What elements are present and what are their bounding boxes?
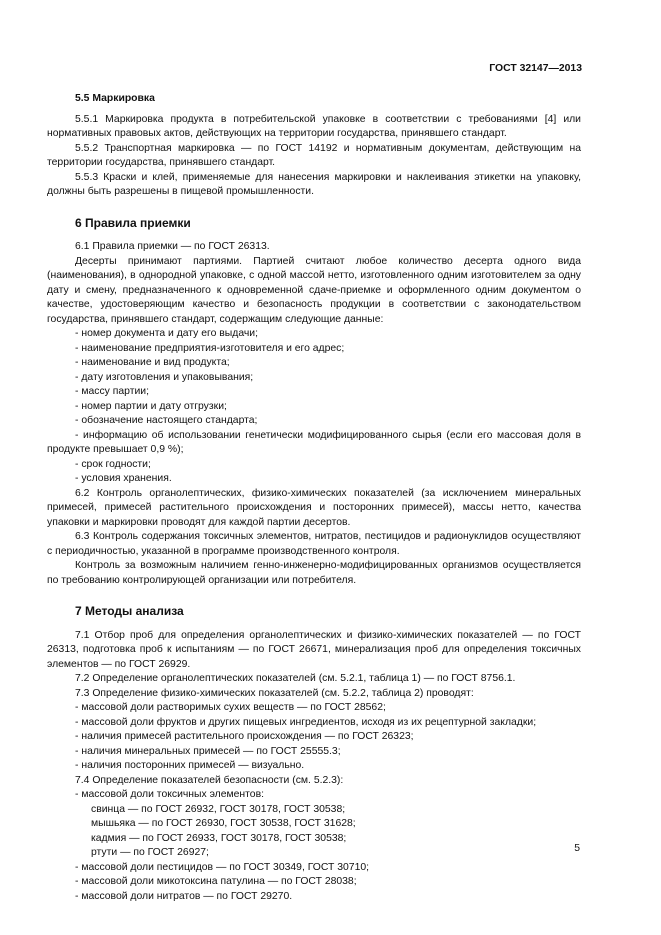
paragraph-5-5-2: 5.5.2 Транспортная маркировка — по ГОСТ 14192 и нормативным документам, действующим на территории государства, принявшего стандарт. xyxy=(47,142,581,168)
list-item: - срок годности; xyxy=(75,458,151,470)
list-item: - дату изготовления и упаковывания; xyxy=(75,371,254,383)
list-item: - массовой доли нитратов — по ГОСТ 29270. xyxy=(75,890,293,902)
sub-list-item: кадмия — по ГОСТ 26933, ГОСТ 30178, ГОСТ 30538; xyxy=(91,832,347,844)
paragraph-7-1: 7.1 Отбор проб для определения органолептических и физико-химических показателей — по ГОСТ 26313, подготовка проб к испытаниям — по ГОСТ 26671, минерализация проб для определения токсичных элементов — по ГОСТ 26929. xyxy=(47,629,581,670)
list-item: - информацию об использовании генетически модифицированного сырья (если его массовая доля в продукте превышает 0,9 %); xyxy=(47,429,581,455)
list-item: - обозначение настоящего стандарта; xyxy=(75,415,258,426)
list-item: - наличия посторонних примесей — визуально. xyxy=(75,760,305,771)
section-6-title: 6 Правила приемки xyxy=(75,215,191,230)
list-item: - массовой доли микотоксина патулина — по ГОСТ 28038; xyxy=(75,876,357,887)
paragraph-5-5-3: 5.5.3 Краски и клей, применяемые для нанесения маркировки и наклеивания этикетки на упаковку, должны быть разрешены в пищевой промышленности. xyxy=(47,171,581,197)
page-number: 5 xyxy=(574,843,580,854)
list-item: - наименование предприятия-изготовителя и его адрес; xyxy=(75,342,345,354)
section-5-5-title: 5.5 Маркировка xyxy=(75,93,155,104)
list-item: - номер документа и дату его выдачи; xyxy=(75,328,258,339)
list-item: - массу партии; xyxy=(75,386,149,397)
list-item: - массовой доли пестицидов — по ГОСТ 30349, ГОСТ 30710; xyxy=(75,861,370,873)
list-item: - массовой доли фруктов и других пищевых ингредиентов, исходя из их рецептурной закладки; xyxy=(75,716,537,728)
paragraph-6-1: 6.1 Правила приемки — по ГОСТ 26313. xyxy=(75,241,270,252)
paragraph-gmo-control: Контроль за возможным наличием генно-инженерно-модифицированных организмов осуществляется по требованию контролирующей организации или потребителя. xyxy=(47,560,581,586)
list-item: - наименование и вид продукта; xyxy=(75,357,230,368)
paragraph-7-3: 7.3 Определение физико-химических показателей (см. 5.2.2, таблица 2) проводят: xyxy=(75,687,474,699)
document-body xyxy=(47,92,581,904)
list-item-toxic-elements: - массовой доли токсичных элементов: xyxy=(75,789,264,800)
paragraph-7-4: 7.4 Определение показателей безопасности (см. 5.2.3): xyxy=(75,774,344,786)
paragraph-5-5-1: 5.5.1 Маркировка продукта в потребительской упаковке в соответствии с требованиями [4] или нормативных правовых актов, действующих на территории государства, принявшего стандарт. xyxy=(47,113,581,139)
sub-list-item: свинца — по ГОСТ 26932, ГОСТ 30178, ГОСТ 30538; xyxy=(91,803,346,815)
list-item: - условия хранения. xyxy=(75,473,172,484)
list-item: - наличия примесей растительного происхождения — по ГОСТ 26323; xyxy=(75,731,414,742)
sub-list-item: мышьяка — по ГОСТ 26930, ГОСТ 30538, ГОСТ 31628; xyxy=(91,818,356,829)
list-item: - номер партии и дату отгрузки; xyxy=(75,400,227,412)
sub-list-item: ртути — по ГОСТ 26927; xyxy=(91,847,209,858)
paragraph-6-2: 6.2 Контроль органолептических, физико-химических показателей (за исключением минеральных примесей, примесей растительного происхождения и посторонних примесей), массы нетто, качества упаковки и маркировки проводят для каждой партии десертов. xyxy=(47,487,581,528)
paragraph-7-2: 7.2 Определение органолептических показателей (см. 5.2.1, таблица 1) — по ГОСТ 8756.1. xyxy=(75,673,516,684)
document-code-header: ГОСТ 32147—2013 xyxy=(489,63,582,74)
list-item: - наличия минеральных примесей — по ГОСТ 25555.3; xyxy=(75,745,341,757)
list-item: - массовой доли растворимых сухих веществ — по ГОСТ 28562; xyxy=(75,702,386,713)
paragraph-batch-definition: Десерты принимают партиями. Партией считают любое количество десерта одного вида (наименования), в однородной упаковке, с одной массой нетто, изготовленного одним изготовителем за одну дату и смену, предназначенного к одновременной сдаче-приемке и оформленного одним документом о качестве, удостоверяющим качество и безопасность продукции в соответствии с законодательством государства, принявшего стандарт, содержащим следующие данные: xyxy=(47,255,581,325)
section-7-title: 7 Методы анализа xyxy=(75,604,184,618)
paragraph-6-3: 6.3 Контроль содержания токсичных элементов, нитратов, пестицидов и радионуклидов осуществляют с периодичностью, указанной в программе производственного контроля. xyxy=(47,531,581,557)
